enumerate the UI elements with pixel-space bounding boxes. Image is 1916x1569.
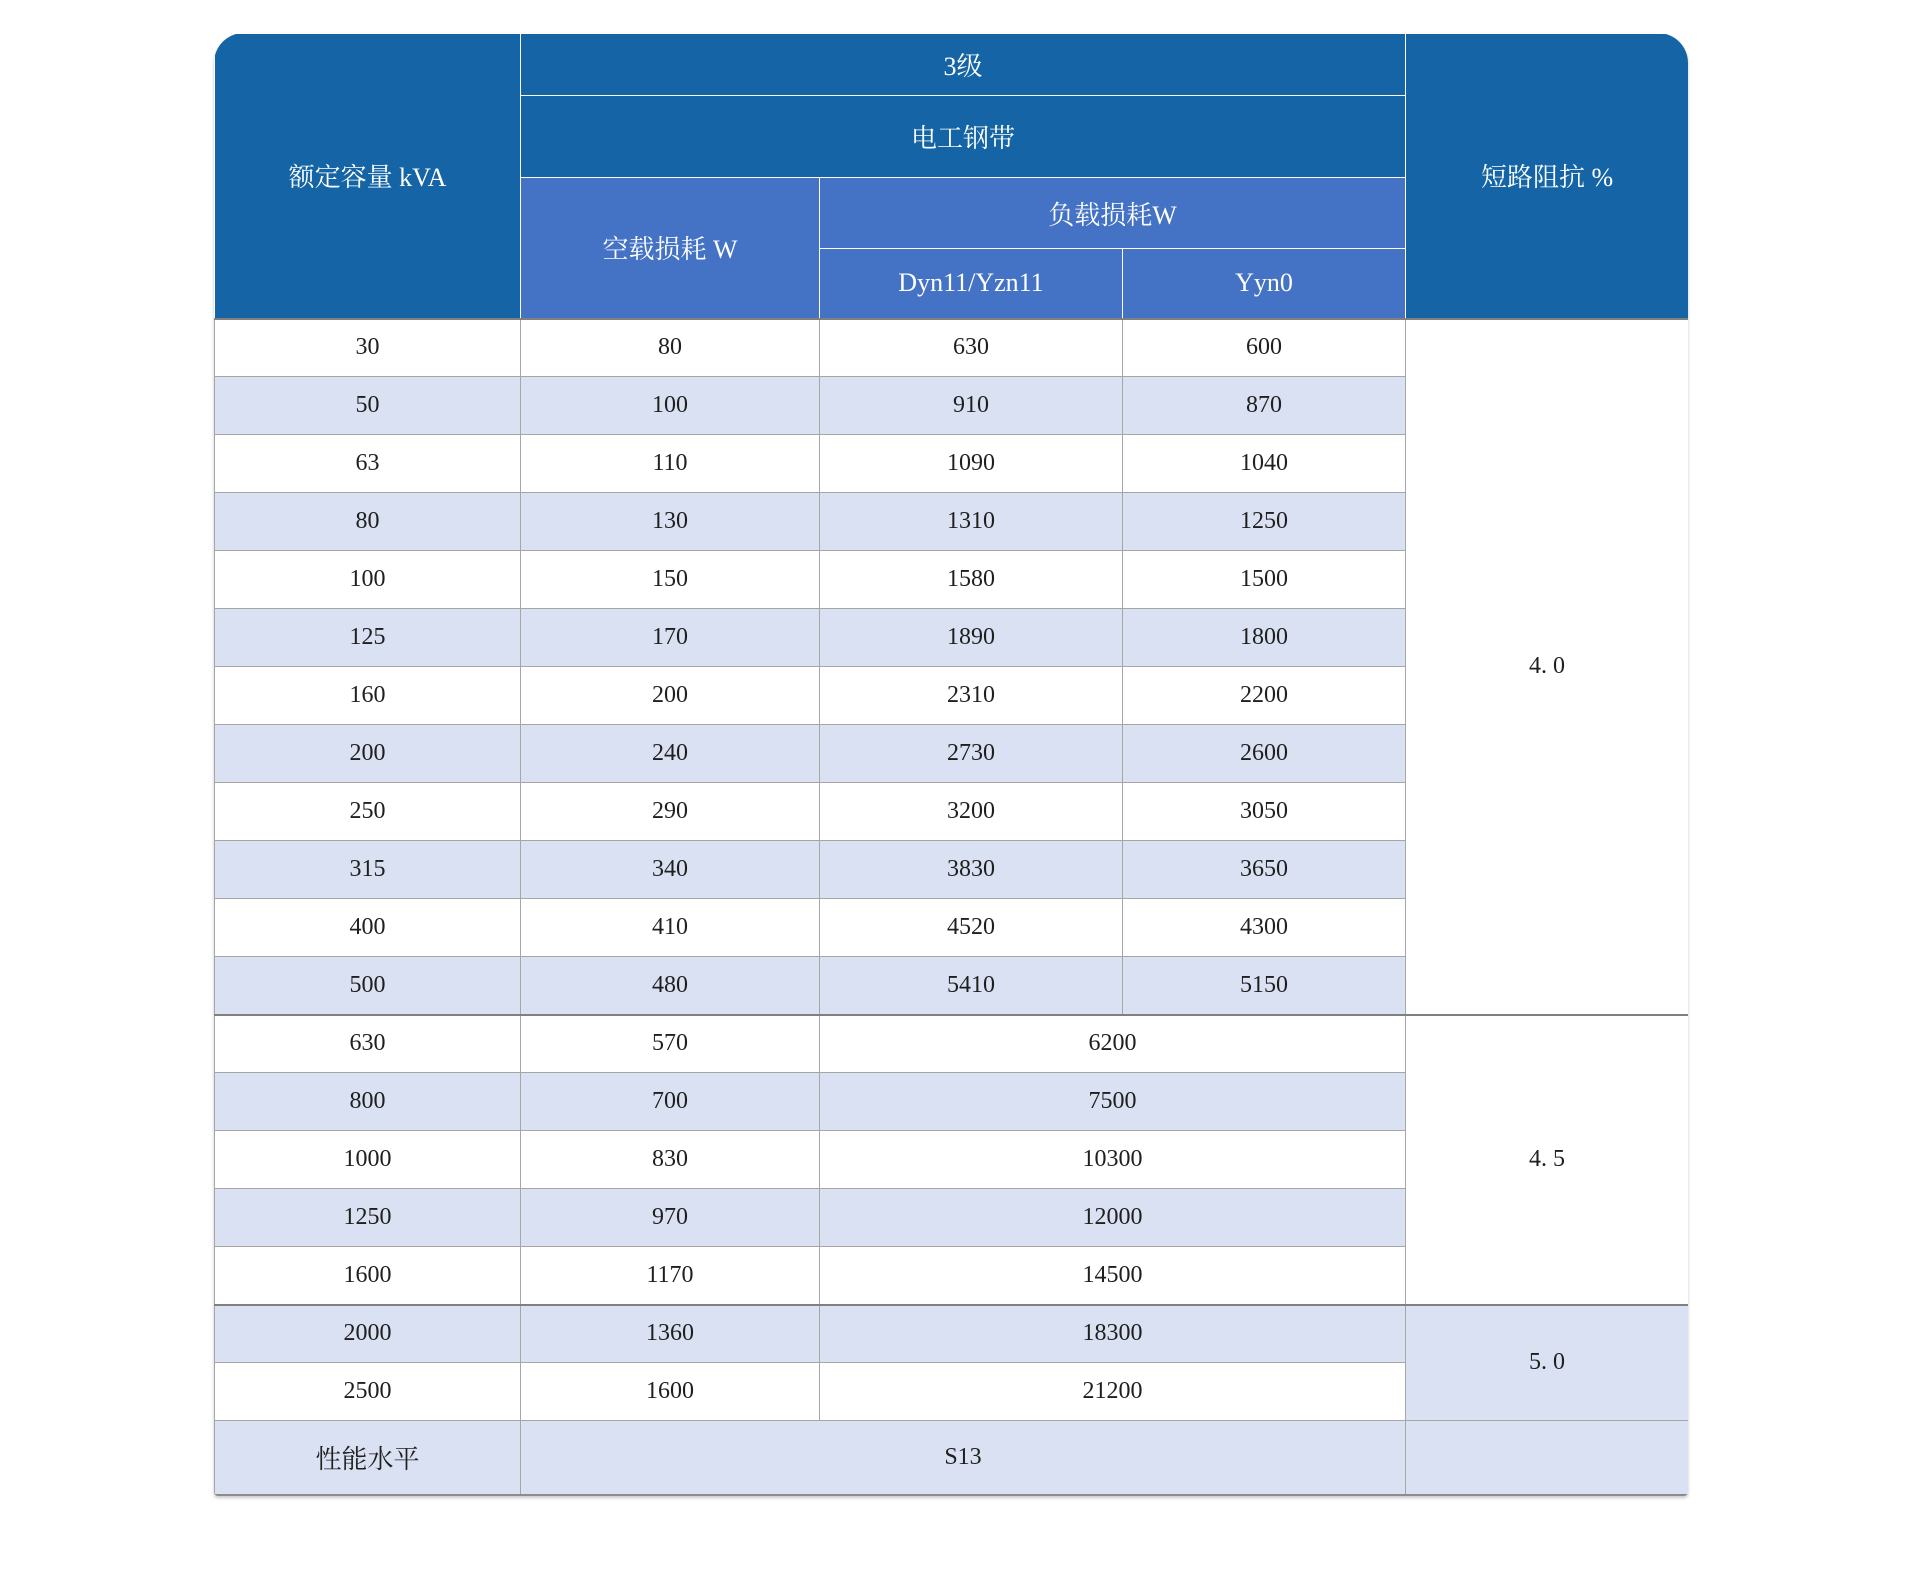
cell-load-loss-dyn11-yzn11: 910 [820, 377, 1123, 435]
cell-load-loss-dyn11-yzn11: 5410 [820, 957, 1123, 1015]
cell-load-loss: 10300 [820, 1131, 1406, 1189]
cell-load-loss-dyn11-yzn11: 2310 [820, 667, 1123, 725]
cell-rated-capacity: 30 [215, 319, 521, 377]
cell-no-load-loss: 240 [521, 725, 820, 783]
cell-no-load-loss: 80 [521, 319, 820, 377]
table-row [215, 1305, 1689, 1363]
section-impedance-4-0 [215, 319, 1689, 1015]
cell-rated-capacity: 1600 [215, 1247, 521, 1305]
cell-load-loss-dyn11-yzn11: 1310 [820, 493, 1123, 551]
cell-load-loss: 6200 [820, 1015, 1406, 1073]
cell-short-circuit-impedance: 5. 0 [1406, 1305, 1688, 1421]
cell-no-load-loss: 100 [521, 377, 820, 435]
footer-row [215, 1421, 1689, 1495]
cell-load-loss-dyn11-yzn11: 4520 [820, 899, 1123, 957]
cell-rated-capacity: 800 [215, 1073, 521, 1131]
header-rated-capacity: 额定容量 kVA [215, 34, 521, 319]
header-level: 3级 [521, 34, 1406, 96]
table-header [215, 34, 1689, 319]
cell-load-loss-dyn11-yzn11: 1090 [820, 435, 1123, 493]
header-row-1 [215, 34, 1689, 96]
cell-no-load-loss: 170 [521, 609, 820, 667]
cell-no-load-loss: 830 [521, 1131, 820, 1189]
cell-load-loss: 21200 [820, 1363, 1406, 1421]
cell-rated-capacity: 2000 [215, 1305, 521, 1363]
spec-table [214, 33, 1688, 1496]
cell-no-load-loss: 1600 [521, 1363, 820, 1421]
cell-rated-capacity: 2500 [215, 1363, 521, 1421]
cell-rated-capacity: 1000 [215, 1131, 521, 1189]
section-impedance-4-5 [215, 1015, 1689, 1305]
cell-rated-capacity: 250 [215, 783, 521, 841]
header-yyn0: Yyn0 [1123, 249, 1406, 319]
table-row [215, 1015, 1689, 1073]
cell-no-load-loss: 1360 [521, 1305, 820, 1363]
cell-no-load-loss: 200 [521, 667, 820, 725]
header-short-circuit-impedance: 短路阻抗 % [1406, 34, 1688, 319]
cell-rated-capacity: 315 [215, 841, 521, 899]
cell-rated-capacity: 63 [215, 435, 521, 493]
cell-no-load-loss: 970 [521, 1189, 820, 1247]
cell-load-loss-yyn0: 4300 [1123, 899, 1406, 957]
header-no-load-loss: 空载损耗 W [521, 178, 820, 319]
cell-rated-capacity: 200 [215, 725, 521, 783]
cell-no-load-loss: 110 [521, 435, 820, 493]
header-electrical-steel: 电工钢带 [521, 96, 1406, 178]
cell-short-circuit-impedance: 4. 5 [1406, 1015, 1688, 1305]
cell-no-load-loss: 480 [521, 957, 820, 1015]
cell-load-loss-yyn0: 1500 [1123, 551, 1406, 609]
cell-rated-capacity: 160 [215, 667, 521, 725]
cell-load-loss-dyn11-yzn11: 2730 [820, 725, 1123, 783]
cell-load-loss-yyn0: 600 [1123, 319, 1406, 377]
cell-load-loss-dyn11-yzn11: 1580 [820, 551, 1123, 609]
cell-no-load-loss: 1170 [521, 1247, 820, 1305]
footer-performance-value: S13 [521, 1421, 1406, 1495]
transformer-spec-table [214, 33, 1688, 1496]
cell-rated-capacity: 50 [215, 377, 521, 435]
cell-no-load-loss: 570 [521, 1015, 820, 1073]
footer-performance-label: 性能水平 [215, 1421, 521, 1495]
cell-rated-capacity: 1250 [215, 1189, 521, 1247]
cell-load-loss: 7500 [820, 1073, 1406, 1131]
cell-load-loss: 18300 [820, 1305, 1406, 1363]
cell-load-loss-yyn0: 1800 [1123, 609, 1406, 667]
cell-load-loss: 14500 [820, 1247, 1406, 1305]
cell-rated-capacity: 100 [215, 551, 521, 609]
cell-no-load-loss: 700 [521, 1073, 820, 1131]
cell-load-loss-dyn11-yzn11: 1890 [820, 609, 1123, 667]
cell-no-load-loss: 340 [521, 841, 820, 899]
header-dyn11-yzn11: Dyn11/Yzn11 [820, 249, 1123, 319]
cell-rated-capacity: 500 [215, 957, 521, 1015]
cell-load-loss-yyn0: 2200 [1123, 667, 1406, 725]
section-impedance-5-0 [215, 1305, 1689, 1421]
table-row [215, 319, 1689, 377]
cell-load-loss-dyn11-yzn11: 3200 [820, 783, 1123, 841]
cell-load-loss-yyn0: 1040 [1123, 435, 1406, 493]
cell-load-loss-yyn0: 2600 [1123, 725, 1406, 783]
cell-load-loss: 12000 [820, 1189, 1406, 1247]
cell-rated-capacity: 80 [215, 493, 521, 551]
cell-rated-capacity: 125 [215, 609, 521, 667]
cell-no-load-loss: 150 [521, 551, 820, 609]
cell-load-loss-yyn0: 3650 [1123, 841, 1406, 899]
table-footer [215, 1421, 1689, 1495]
cell-no-load-loss: 130 [521, 493, 820, 551]
cell-load-loss-yyn0: 5150 [1123, 957, 1406, 1015]
cell-load-loss-yyn0: 870 [1123, 377, 1406, 435]
cell-rated-capacity: 400 [215, 899, 521, 957]
cell-load-loss-yyn0: 3050 [1123, 783, 1406, 841]
cell-load-loss-dyn11-yzn11: 630 [820, 319, 1123, 377]
cell-short-circuit-impedance: 4. 0 [1406, 319, 1688, 1015]
cell-no-load-loss: 290 [521, 783, 820, 841]
cell-no-load-loss: 410 [521, 899, 820, 957]
header-load-loss: 负载损耗W [820, 178, 1406, 249]
cell-load-loss-dyn11-yzn11: 3830 [820, 841, 1123, 899]
footer-impedance-empty-cell [1406, 1421, 1688, 1495]
cell-load-loss-yyn0: 1250 [1123, 493, 1406, 551]
cell-rated-capacity: 630 [215, 1015, 521, 1073]
